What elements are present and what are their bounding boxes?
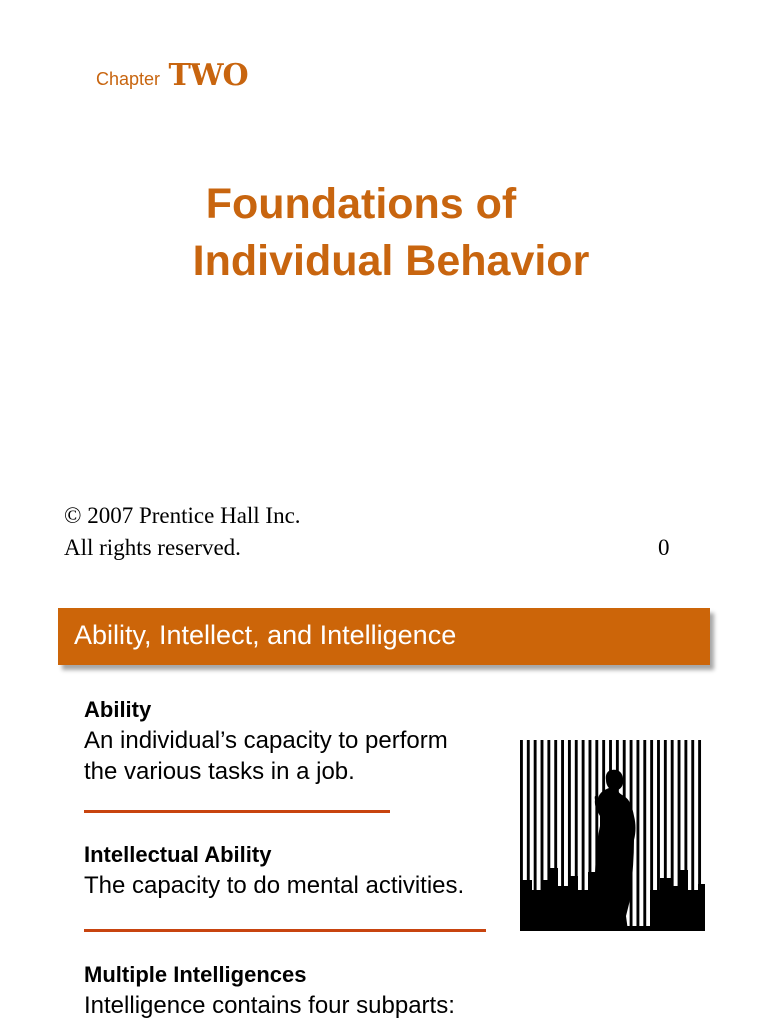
vertical-bar [636,740,639,931]
chapter-heading [96,58,248,93]
copyright-line-1: © 2007 Prentice Hall Inc. [64,503,301,528]
vertical-bar [643,740,646,931]
page-number: 0 [658,535,670,560]
term-ability [84,696,448,787]
chapter-label: Chapter [96,69,161,89]
term-definition-line: An individual’s capacity to perform [84,727,448,754]
chapter-number: TWO [168,58,248,93]
term-intellectual-ability [84,841,464,901]
silhouette-thinking-man-city-icon [520,740,705,931]
term-title: Multiple Intelligences [84,962,307,987]
divider-rule [84,929,486,932]
title-line-2: Individual Behavior [192,237,590,285]
title-line-1: Foundations of [205,180,517,228]
page-title [0,176,768,290]
term-multiple-intelligences [84,961,455,1021]
term-definition-line: The capacity to do mental activities. [84,872,465,899]
term-definition-line: Intelligence contains four subparts: [84,992,455,1019]
divider-rule [84,810,390,813]
slide-banner-title: Ability, Intellect, and Intelligence [74,620,457,650]
term-title: Ability [84,697,152,722]
slide-banner [58,608,710,665]
copyright-line-2: All rights reserved. [64,535,241,560]
term-definition-line: the various tasks in a job. [84,758,355,785]
copyright-notice [64,500,301,564]
term-title: Intellectual Ability [84,842,272,867]
